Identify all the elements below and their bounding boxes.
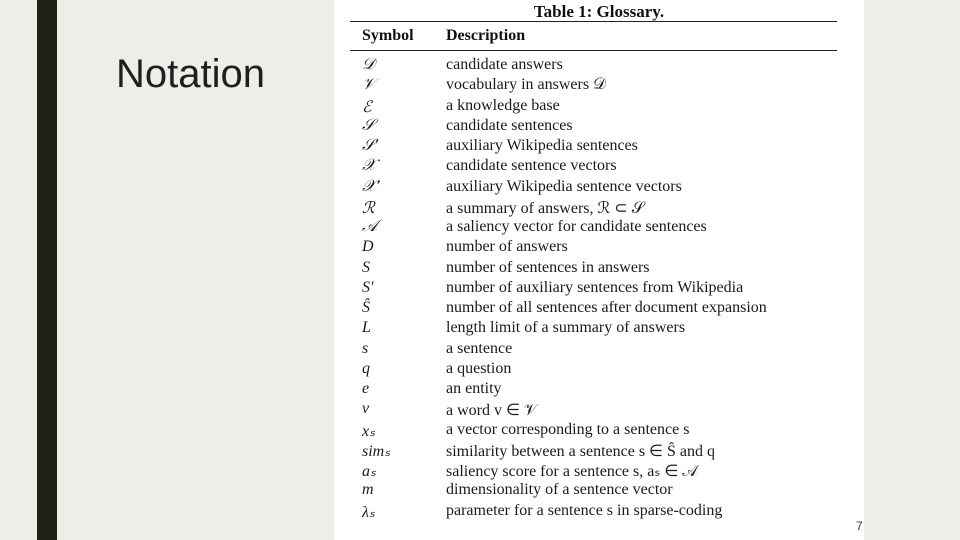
symbol-column-header: Symbol: [362, 27, 414, 44]
description-cell: a summary of answers, ℛ ⊂ 𝒮: [446, 199, 645, 217]
description-cell: an entity: [446, 380, 502, 397]
symbol-cell: 𝒜: [362, 218, 378, 235]
symbol-cell: xₛ: [362, 422, 376, 440]
symbol-cell: D: [362, 238, 374, 256]
description-cell: a saliency vector for candidate sentences: [446, 218, 707, 235]
symbol-cell: 𝒟: [362, 56, 375, 73]
symbol-cell: 𝒱: [362, 76, 376, 94]
table-row: [334, 136, 864, 156]
accent-bar: [37, 0, 57, 540]
description-cell: a question: [446, 359, 512, 377]
table-row: [334, 379, 864, 399]
table-row: [334, 177, 864, 197]
table-row: [334, 501, 864, 521]
description-cell: number of auxiliary sentences from Wikipedia: [446, 278, 744, 296]
table-header-rule: [350, 50, 837, 51]
table-row: [334, 440, 864, 460]
symbol-cell: v: [362, 400, 370, 418]
description-cell: candidate sentences: [446, 116, 573, 134]
table-row: [334, 359, 864, 379]
table-row: [334, 258, 864, 278]
description-cell: number of answers: [446, 238, 568, 256]
table-row: [334, 217, 864, 237]
table-row: [334, 55, 864, 75]
description-cell: a vector corresponding to a sentence s: [446, 420, 690, 438]
table-row: [334, 75, 864, 95]
symbol-cell: S: [362, 258, 370, 276]
symbol-cell: 𝒳: [362, 157, 376, 175]
table-row: [334, 96, 864, 116]
symbol-cell: S′: [362, 278, 374, 296]
table-row: [334, 298, 864, 318]
table-row: [334, 399, 864, 419]
description-cell: auxiliary Wikipedia sentences: [446, 137, 638, 154]
table-row: [334, 156, 864, 176]
description-cell: candidate sentence vectors: [446, 157, 617, 175]
table-row: [334, 480, 864, 500]
symbol-cell: 𝒮: [362, 116, 375, 134]
description-cell: a sentence: [446, 339, 513, 357]
symbol-cell: ℰ: [362, 98, 372, 116]
table-row: [334, 339, 864, 359]
description-cell: number of sentences in answers: [446, 258, 650, 276]
page-number: 7: [856, 519, 863, 533]
symbol-cell: 𝒮′: [362, 137, 378, 154]
symbol-cell: L: [362, 319, 371, 337]
symbol-cell: e: [362, 380, 370, 397]
description-cell: number of all sentences after document expansion: [446, 299, 767, 316]
symbol-cell: Ŝ: [362, 299, 370, 316]
description-cell: parameter for a sentence s in sparse-coding: [446, 501, 723, 519]
symbol-cell: 𝒳′: [362, 177, 380, 195]
description-cell: vocabulary in answers 𝒟: [446, 76, 606, 94]
description-cell: saliency score for a sentence s, aₛ ∈ 𝒜: [446, 463, 698, 480]
table-row: [334, 197, 864, 217]
table-row: [334, 116, 864, 136]
description-cell: length limit of a summary of answers: [446, 319, 686, 337]
symbol-cell: ℛ: [362, 199, 375, 217]
table-row: [334, 318, 864, 338]
description-cell: auxiliary Wikipedia sentence vectors: [446, 177, 682, 195]
symbol-cell: aₛ: [362, 463, 376, 480]
description-cell: a word v ∈ 𝒱: [446, 402, 538, 420]
slide-title: Notation: [116, 52, 265, 96]
symbol-cell: s: [362, 339, 369, 357]
table-row: [334, 278, 864, 298]
symbol-cell: m: [362, 481, 374, 499]
symbol-cell: q: [362, 359, 370, 377]
glossary-rows: [334, 55, 864, 521]
table-row: [334, 420, 864, 440]
description-cell: dimensionality of a sentence vector: [446, 481, 673, 499]
table-row: [334, 460, 864, 480]
description-cell: candidate answers: [446, 56, 563, 73]
description-column-header: Description: [446, 27, 526, 44]
table-caption: Table 1: Glossary.: [533, 2, 665, 21]
glossary-table-image: [334, 0, 864, 540]
description-cell: a knowledge base: [446, 96, 560, 114]
description-cell: similarity between a sentence s ∈ Ŝ and q: [446, 442, 715, 460]
table-top-rule: [350, 21, 837, 22]
symbol-cell: simₛ: [362, 442, 391, 460]
symbol-cell: λₛ: [362, 503, 375, 521]
table-row: [334, 237, 864, 257]
